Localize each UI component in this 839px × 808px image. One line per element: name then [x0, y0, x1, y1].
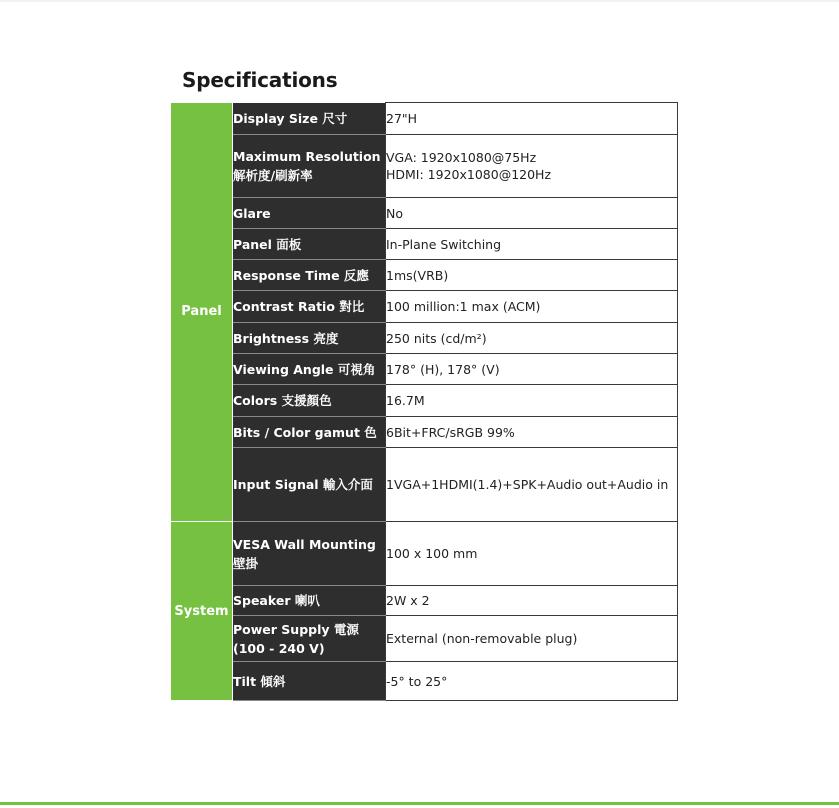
table-row — [171, 586, 678, 616]
spec-label-line: (100 - 240 V) — [233, 640, 325, 656]
spec-label: Brightness 亮度 — [233, 323, 386, 354]
spec-label: Viewing Angle 可視角 — [233, 354, 386, 385]
spec-label: Bits / Color gamut 色 — [233, 417, 386, 448]
table-row — [171, 229, 678, 260]
spec-value: 1ms(VRB) — [386, 260, 678, 291]
group-label-system: System — [171, 522, 233, 701]
spec-label: Input Signal 輸入介面 — [233, 448, 386, 522]
spec-label-line: 解析度/刷新率 — [233, 168, 313, 183]
table-row — [171, 135, 678, 198]
table-row — [171, 291, 678, 323]
table-row — [171, 616, 678, 662]
spec-label: Panel 面板 — [233, 229, 386, 260]
spec-label-line: 壁掛 — [233, 555, 259, 571]
spec-value: 27"H — [386, 103, 678, 135]
spec-label: Response Time 反應 — [233, 260, 386, 291]
spec-value: No — [386, 198, 678, 229]
spec-label-line: Maximum Resolution — [233, 149, 381, 164]
spec-value-line: HDMI: 1920x1080@120Hz — [386, 167, 552, 182]
spec-label: Tilt 傾斜 — [233, 662, 386, 701]
spec-value: -5° to 25° — [386, 662, 678, 701]
spec-label — [233, 616, 386, 662]
table-row — [171, 417, 678, 448]
spec-value — [386, 135, 678, 198]
spec-value: 6Bit+FRC/sRGB 99% — [386, 417, 678, 448]
top-divider — [0, 0, 839, 2]
bottom-divider — [0, 802, 839, 805]
spec-value: 178° (H), 178° (V) — [386, 354, 678, 385]
spec-label: Display Size 尺寸 — [233, 103, 386, 135]
specifications-table — [171, 102, 678, 701]
spec-value: 250 nits (cd/m²) — [386, 323, 678, 354]
table-row — [171, 385, 678, 417]
spec-label-line: VESA Wall Mounting — [233, 536, 376, 552]
spec-value: 100 x 100 mm — [386, 522, 678, 586]
spec-value-line: VGA: 1920x1080@75Hz — [386, 150, 537, 165]
spec-value: 1VGA+1HDMI(1.4)+SPK+Audio out+Audio in — [386, 448, 678, 522]
spec-value: In-Plane Switching — [386, 229, 678, 260]
table-row — [171, 198, 678, 229]
group-label-panel: Panel — [171, 103, 233, 522]
table-row — [171, 354, 678, 385]
spec-value: 16.7M — [386, 385, 678, 417]
table-row — [171, 260, 678, 291]
spec-value: 100 million:1 max (ACM) — [386, 291, 678, 323]
table-row — [171, 103, 678, 135]
table-row — [171, 662, 678, 701]
spec-label: Glare — [233, 198, 386, 229]
table-row — [171, 522, 678, 586]
spec-label: Contrast Ratio 對比 — [233, 291, 386, 323]
page-title: Specifications — [182, 68, 338, 92]
spec-value: 2W x 2 — [386, 586, 678, 616]
spec-label: Speaker 喇叭 — [233, 586, 386, 616]
spec-label: Colors 支援顏色 — [233, 385, 386, 417]
table-row — [171, 323, 678, 354]
spec-label — [233, 135, 386, 198]
spec-label — [233, 522, 386, 586]
table-row — [171, 448, 678, 522]
spec-label-line: Power Supply 電源 — [233, 621, 359, 637]
spec-value: External (non-removable plug) — [386, 616, 678, 662]
